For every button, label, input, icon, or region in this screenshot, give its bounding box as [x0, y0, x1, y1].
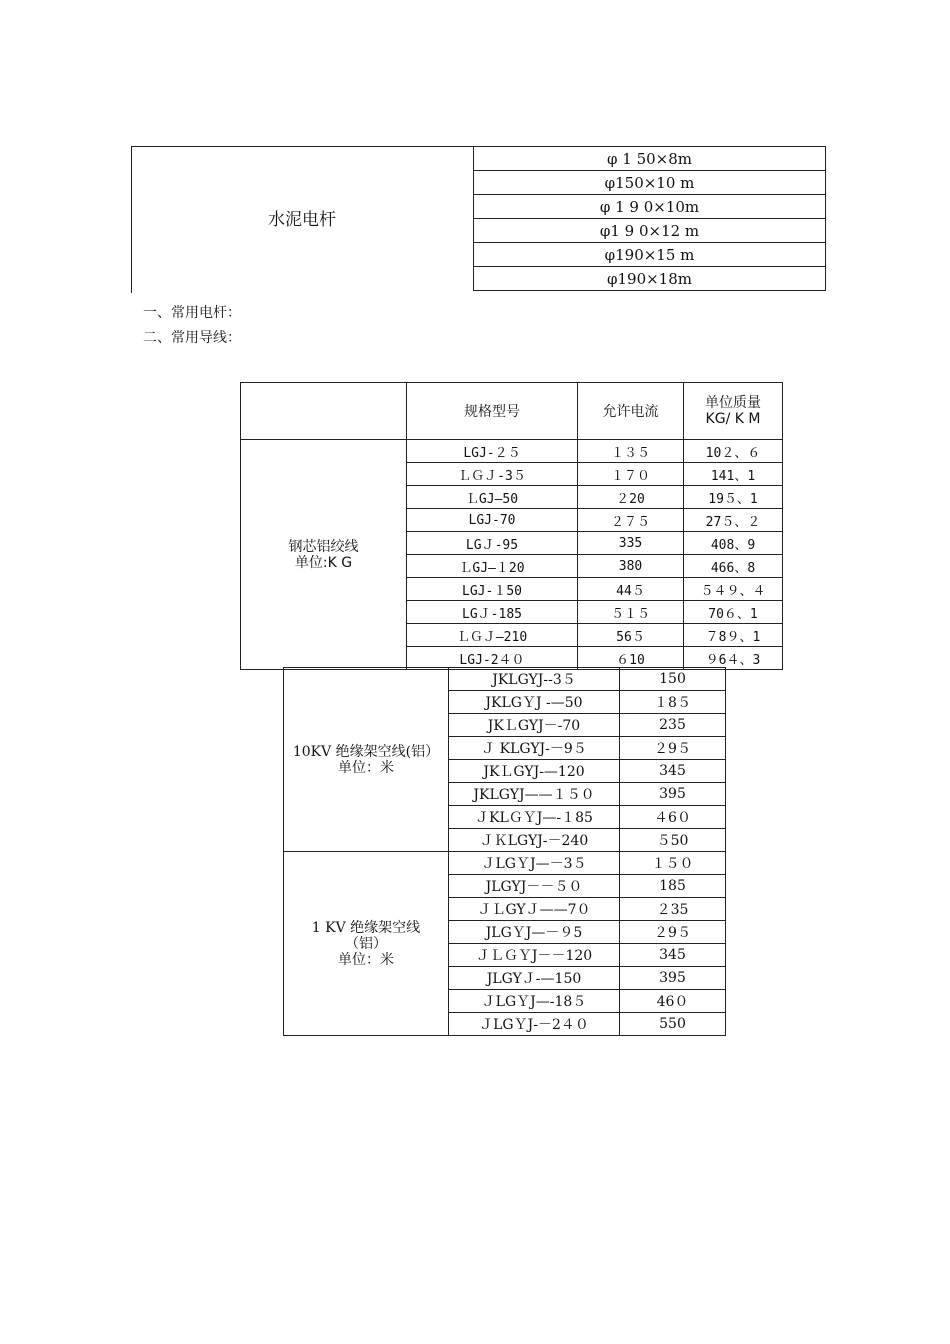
- model-cell: LGJ-１50: [407, 578, 578, 601]
- table-row: [474, 195, 826, 219]
- mass-cell: 10２、６: [684, 440, 783, 463]
- model-cell: JLGＹJ—－９5: [449, 921, 620, 944]
- group1-label: 10KV 绝缘架空线(铝） 单位：米: [284, 668, 449, 852]
- current-cell: 395: [620, 967, 726, 990]
- current-cell: 46０: [620, 990, 726, 1013]
- current-cell: ４6０: [620, 806, 726, 829]
- model-cell: JKLGＹJ -—50: [449, 691, 620, 714]
- header-model: 规格型号: [407, 383, 578, 440]
- steel-cored-wire-table: [240, 382, 783, 670]
- steel-group-label: 钢芯铝绞线 单位:K G: [241, 440, 407, 670]
- table-row: [284, 668, 726, 691]
- current-cell: １５０: [620, 852, 726, 875]
- model-cell: ＪＫLGYJ-－240: [449, 829, 620, 852]
- model-cell: ＪKLＧＹJ—-１85: [449, 806, 620, 829]
- table-row: [474, 267, 826, 291]
- current-cell: １７０: [578, 463, 684, 486]
- pole-spec-cell: φ 1 50×8m: [474, 147, 826, 171]
- current-cell: 395: [620, 783, 726, 806]
- table-row: [474, 171, 826, 195]
- model-cell: ＬＧＪ-3５: [407, 463, 578, 486]
- current-cell: １8５: [620, 691, 726, 714]
- mass-cell: ９6４、3: [684, 647, 783, 670]
- pole-category-label: 水泥电杆: [268, 210, 336, 230]
- model-cell: ＪＬＧＹJ－－120: [449, 944, 620, 967]
- header-blank: [241, 383, 407, 440]
- table-header-row: [241, 383, 783, 440]
- model-cell: ＪＬGYＪ——7０: [449, 898, 620, 921]
- current-cell: ２9５: [620, 921, 726, 944]
- pole-spec-cell: φ150×10 m: [474, 171, 826, 195]
- heading-common-poles: 一、常用电杆：: [143, 305, 241, 321]
- current-cell: ２35: [620, 898, 726, 921]
- pole-spec-cell: φ1 9 0×12 m: [474, 219, 826, 243]
- heading-common-wires: 二、常用导线：: [143, 330, 241, 346]
- model-cell: JLGYJ－－５０: [449, 875, 620, 898]
- table-row: [474, 147, 826, 171]
- group2-label: 1 KV 绝缘架空线 （铝） 单位：米: [284, 852, 449, 1036]
- current-cell: 56５: [578, 624, 684, 647]
- mass-cell: ７8９、1: [684, 624, 783, 647]
- model-cell: LGＪ-95: [407, 532, 578, 555]
- mass-cell: 408、9: [684, 532, 783, 555]
- pole-spec-cell: φ190×15 m: [474, 243, 826, 267]
- model-cell: LGJ-2４０: [407, 647, 578, 670]
- current-cell: 345: [620, 760, 726, 783]
- pole-spec-cell: φ 1 9 0×10m: [474, 195, 826, 219]
- insulated-wire-table: [283, 667, 726, 1036]
- current-cell: ２20: [578, 486, 684, 509]
- current-cell: ２9５: [620, 737, 726, 760]
- current-cell: ６10: [578, 647, 684, 670]
- current-cell: 235: [620, 714, 726, 737]
- current-cell: 380: [578, 555, 684, 578]
- table-row: [474, 243, 826, 267]
- mass-cell: 70６、1: [684, 601, 783, 624]
- model-cell: ＬGJ—１20: [407, 555, 578, 578]
- current-cell: 550: [620, 1013, 726, 1036]
- model-cell: ＪLGＹJ—-18５: [449, 990, 620, 1013]
- header-mass: 单位质量 KG/ K M: [684, 383, 783, 440]
- current-cell: 335: [578, 532, 684, 555]
- table-row: [241, 440, 783, 463]
- current-cell: ２７５: [578, 509, 684, 532]
- mass-cell: 19５、1: [684, 486, 783, 509]
- model-cell: JLGYＪ-—150: [449, 967, 620, 990]
- mass-cell: ５４９、４: [684, 578, 783, 601]
- model-cell: Ｊ KLGYJ-－9５: [449, 737, 620, 760]
- model-cell: ＪLGＹJ—－3５: [449, 852, 620, 875]
- model-cell: JKＬGYJ-—120: [449, 760, 620, 783]
- model-cell: ＪLGＹJ-－2４０: [449, 1013, 620, 1036]
- current-cell: １３５: [578, 440, 684, 463]
- model-cell: LGＪ-185: [407, 601, 578, 624]
- current-cell: 345: [620, 944, 726, 967]
- model-cell: JKLGYJ——１５０: [449, 783, 620, 806]
- current-cell: ５50: [620, 829, 726, 852]
- model-cell: JKLGYJ--3５: [449, 668, 620, 691]
- model-cell: LGJ-70: [407, 509, 578, 532]
- model-cell: JKＬGYJ－-70: [449, 714, 620, 737]
- mass-cell: 141、1: [684, 463, 783, 486]
- mass-cell: 27５、２: [684, 509, 783, 532]
- model-cell: ＬＧＪ—210: [407, 624, 578, 647]
- model-cell: ＬGJ—50: [407, 486, 578, 509]
- current-cell: ５１５: [578, 601, 684, 624]
- mass-cell: 466、8: [684, 555, 783, 578]
- model-cell: LGJ-２５: [407, 440, 578, 463]
- current-cell: 44５: [578, 578, 684, 601]
- pole-spec-cell: φ190×18m: [474, 267, 826, 291]
- header-current: 允许电流: [578, 383, 684, 440]
- current-cell: 185: [620, 875, 726, 898]
- table-row: [284, 852, 726, 875]
- table-row: [474, 219, 826, 243]
- pole-spec-table: [473, 146, 826, 291]
- current-cell: 150: [620, 668, 726, 691]
